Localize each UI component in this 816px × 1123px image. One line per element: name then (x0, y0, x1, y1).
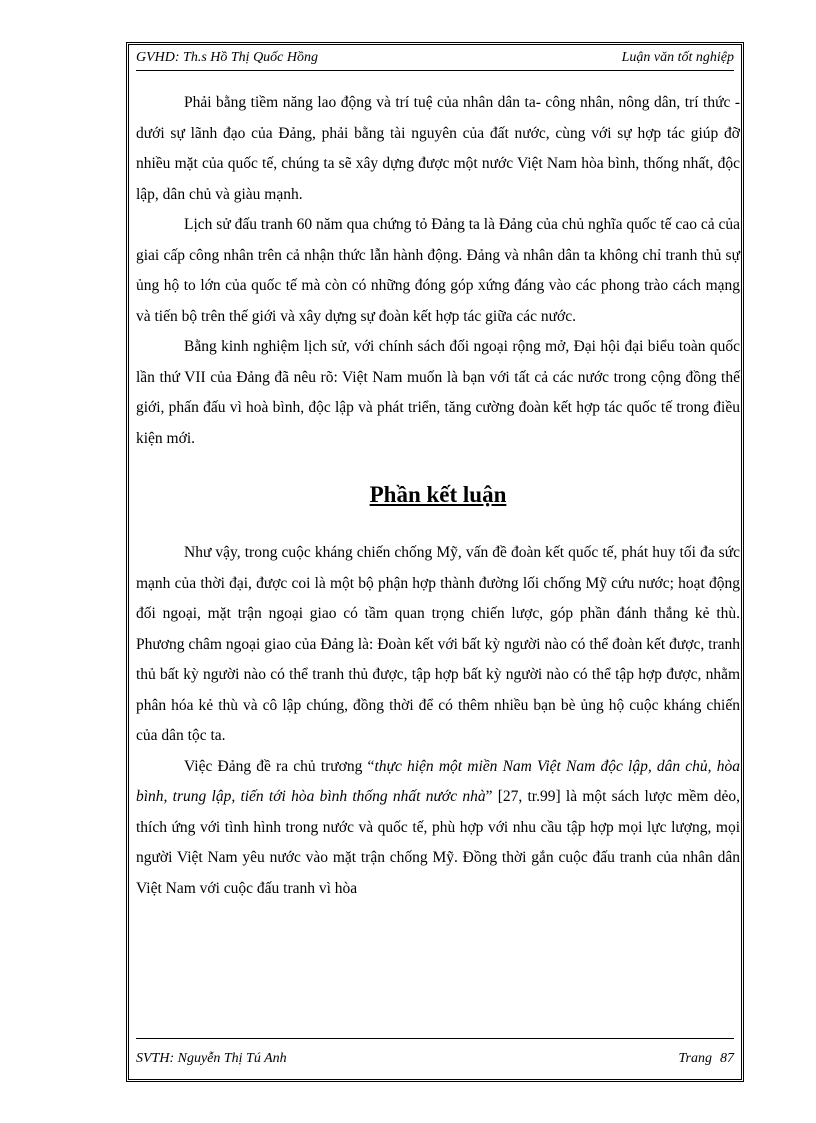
header-advisor: GVHD: Th.s Hồ Thị Quốc Hồng (136, 50, 318, 65)
footer-rule (136, 1038, 734, 1039)
text-run: Việc Đảng đề ra chủ trương “ (184, 757, 375, 775)
page-footer (136, 1051, 734, 1067)
paragraph: Bằng kinh nghiệm lịch sử, với chính sách đối ngoại rộng mở, Đại hội đại biểu toàn quốc lần thứ VII của Đảng đã nêu rõ: Việt Nam muốn là bạn với tất cả các nước trong cộng đồng thế giới, phấn đấu vì hoà bình, độc lập và phát triển, tăng cường đoàn kết hợp tác quốc tế trong điều kiện mới. (136, 338, 740, 447)
paragraph (136, 752, 740, 905)
paragraph: Phải bằng tiềm năng lao động và trí tuệ của nhân dân ta- công nhân, nông dân, trí thức - dưới sự lãnh đạo của Đảng, phải bằng tài nguyên của đất nước, cùng với sự hợp tác giúp đỡ nhiều mặt của quốc tế, chúng ta sẽ xây dựng được một nước Việt Nam hòa bình, thống nhất, độc lập, dân chủ và giàu mạnh. (136, 94, 740, 203)
page-header (136, 50, 734, 66)
section-heading (136, 482, 740, 508)
page-number: 87 (720, 1051, 734, 1066)
header-doc-type: Luận văn tốt nghiệp (621, 50, 734, 65)
paragraph: Lịch sử đấu tranh 60 năm qua chứng tỏ Đảng ta là Đảng của chủ nghĩa quốc tế cao cả của giai cấp công nhân trên cả nhận thức lẫn hành động. Đảng và nhân dân ta không chỉ tranh thủ sự ủng hộ to lớn của quốc tế mà còn có những đóng góp xứng đáng vào các phong trào cách mạng và tiến bộ trên thế giới và xây dựng sự đoàn kết hợp tác giữa các nước. (136, 216, 740, 325)
document-body (136, 88, 740, 904)
header-rule (136, 70, 734, 71)
page-label: Trang (678, 1051, 712, 1066)
quoted-text: thực hiện một miền Nam Việt Nam độc lập, dân chủ, hòa bình, trung lập, tiến tới hòa bình thống nhất nước nhà (136, 757, 740, 805)
paragraph: Như vậy, trong cuộc kháng chiến chống Mỹ, vấn đề đoàn kết quốc tế, phát huy tối đa sức mạnh của thời đại, được coi là một bộ phận hợp thành đường lối chống Mỹ cứu nước; hoạt động đối ngoại, mặt trận ngoại giao có tầm quan trọng chiến lược, góp phần đánh thắng kẻ thù. Phương châm ngoại giao của Đảng là: Đoàn kết với bất kỳ người nào có thể đoàn kết được, tranh thủ bất kỳ người nào có thể tranh thủ được, tập hợp bất kỳ người nào có thể tập hợp được, nhằm phân hóa kẻ thù và cô lập chúng, đồng thời để có thêm nhiều bạn bè ủng hộ cuộc kháng chiến của dân tộc ta. (136, 544, 740, 744)
text-run: ” [27, tr.99] là một sách lược mềm dẻo, thích ứng với tình hình trong nước và quốc tế, phù hợp với nhu cầu tập hợp mọi lực lượng, mọi người Việt Nam yêu nước vào mặt trận chống Mỹ. Đồng thời gắn cuộc đấu tranh của nhân dân Việt Nam với cuộc đấu tranh vì hòa (136, 788, 740, 897)
footer-author: SVTH: Nguyễn Thị Tú Anh (136, 1051, 287, 1066)
page-number-block (679, 1051, 734, 1067)
section-title: Phần kết luận (369, 482, 507, 507)
